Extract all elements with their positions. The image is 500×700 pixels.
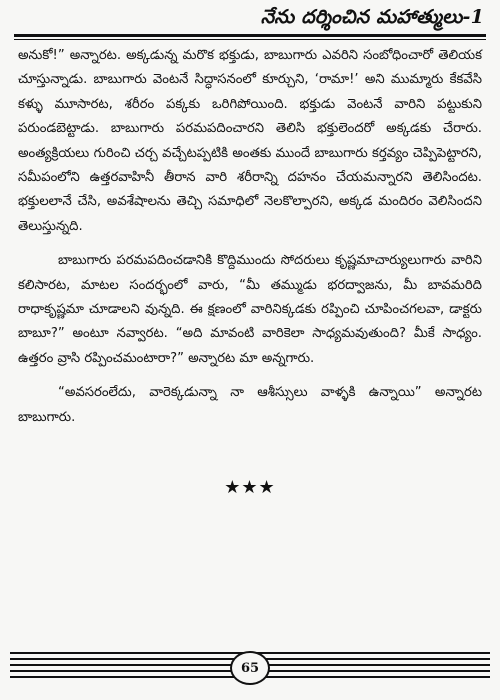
paragraph: “అవసరంలేదు, వారెక్కడున్నా నా ఆశీస్సులు వాళ్ళకి ఉన్నాయి” అన్నారట బాబుగారు. [18, 385, 482, 425]
paragraph: అనుకో!” అన్నారట. అక్కడున్న మరొక భక్తుడు, బాబుగారు ఎవరిని సంబోధించారో తెలియక చూస్తున్నాడు. బాబుగారు వెంటనే సిద్ధాసనంలో కూర్చుని, ‘రామా!’ అని ముమ్మారు కేకవేసి కళ్ళు మూసారట, శరీరం పక్కకు ఒరిగిపోయింది. భక్తుడు వెంటనే వారిని పట్టుకుని పరుండబెట్టాడు. బాబుగారు పరమపదించారని తెలిసి భక్తులెందరో అక్కడకు చేరారు. అంత్యక్రియలు గురించి చర్చ వచ్చేటప్పటికి అంతకు ముందే బాబుగారు కర్తవ్యం చెప్పిపెట్టారని, సమీపంలోని ఉత్తరవాహినీ తీరాన వారి శరీరాన్ని దహనం చేయమన్నారని తెలిసిందట. భక్తులలానే చేసి, అవశేషాలను తెచ్చి సమాధిలో నెలకొల్పారని, అక్కడ మందిరం వెలిసిందని తెలుస్తున్నది. [18, 48, 482, 234]
header-rule-thin [14, 39, 486, 40]
header-rule [14, 34, 486, 37]
running-header-title: నేను దర్శించిన మహాత్ములు-1 [260, 6, 484, 28]
paragraph: బాబుగారు పరమపదించడానికి కొద్దిముందు సోదరులు కృష్ణమాచార్యులుగారు వారిని కలిసారట, మాటల సందర్భంలో వారు, “మీ తమ్ముడు భరద్వాజను, మీ బావమరిది రాధాకృష్ణమా చూడాలని వున్నది. ఈ క్షణంలో వారినిక్కడకు రప్పించి చూపించగలవా, డాక్టరు బాబూ?” అంటూ నవ్వారట. “అది మావంటి వారికెలా సాధ్యమవుతుంది? మీకే సాధ్యం. ఉత్తరం వ్రాసి రప్పించమంటారా?” అన్నారట మా అన్నగారు. [18, 253, 482, 366]
page-number: 65 [230, 651, 270, 685]
section-separator-stars: ★★★ [224, 477, 276, 498]
body-text [18, 44, 482, 430]
